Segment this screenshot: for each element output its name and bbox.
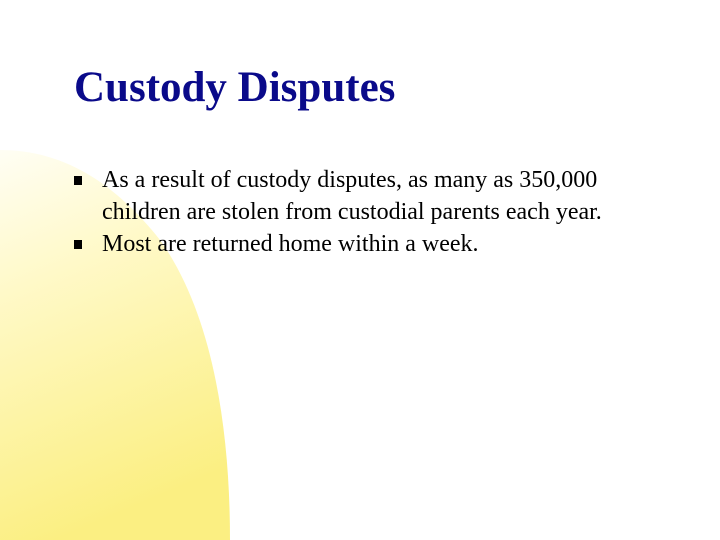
bullet-text: Most are returned home within a week.: [102, 231, 479, 257]
square-bullet-icon: [74, 176, 82, 185]
bullet-item: [70, 228, 630, 260]
slide-title: Custody Disputes: [74, 64, 396, 111]
square-bullet-icon: [74, 240, 82, 249]
bullet-text: As a result of custody disputes, as many as 350,000 children are stolen from custodial parents each year.: [102, 167, 602, 225]
bullet-item: [70, 164, 630, 228]
bullet-list: [70, 164, 630, 260]
